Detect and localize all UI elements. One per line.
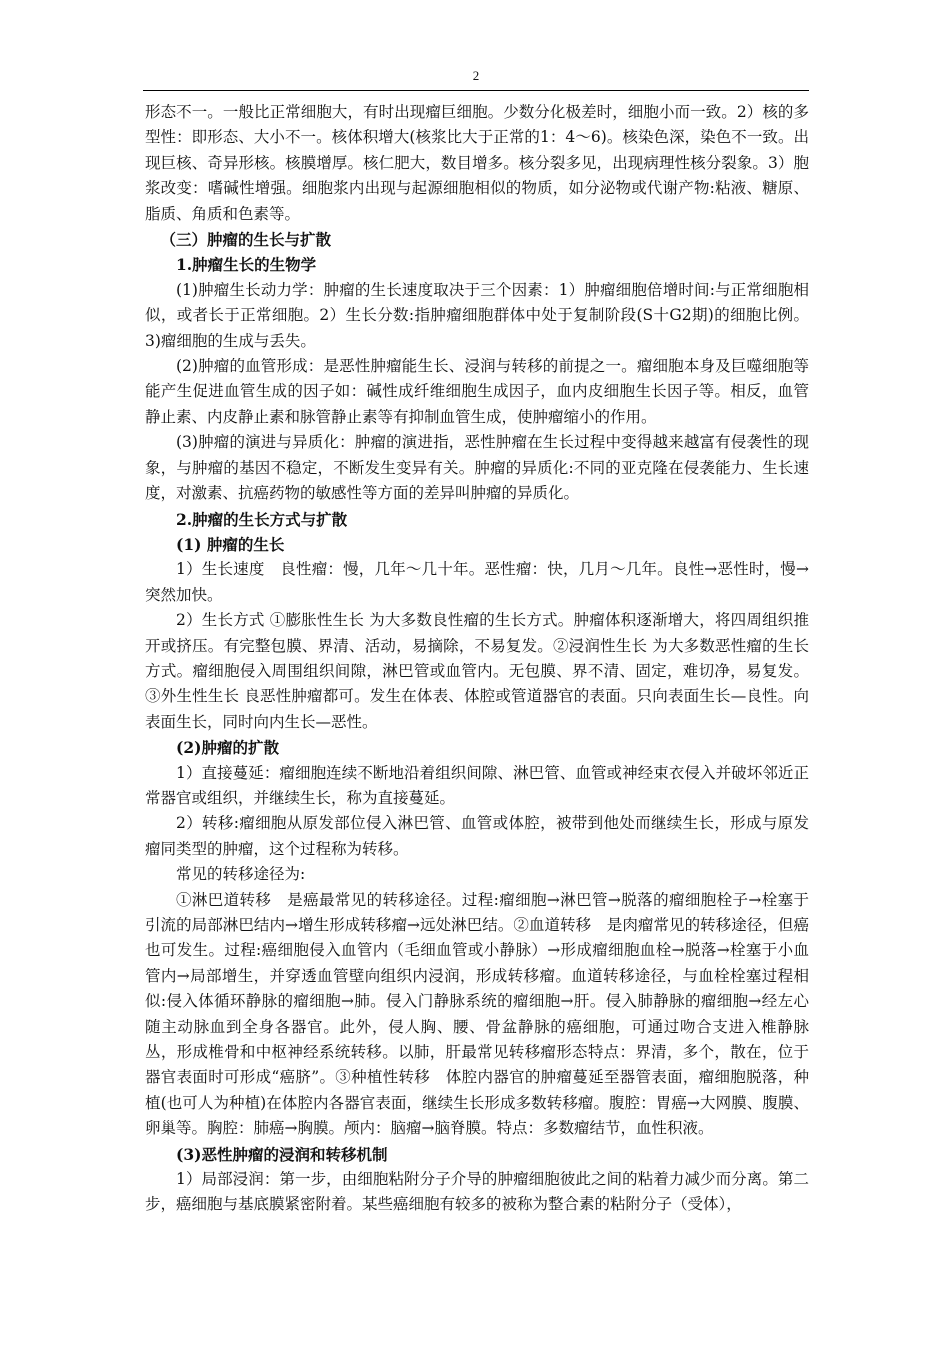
paragraph-growth-speed: 1）生长速度 良性瘤：慢，几年～几十年。恶性瘤：快，几月～几年。良性→恶性时，慢→突然加快。	[145, 560, 809, 604]
paragraph-cell-morphology: 形态不一。一般比正常细胞大，有时出现瘤巨细胞。少数分化极差时，细胞小而一致。2）核的多型性：即形态、大小不一。核体积增大(核浆比大于正常的1：4～6)。核染色深，染色不一致。出现巨核、奇异形核。核膜增厚。核仁肥大，数目增多。核分裂多见，出现病理性核分裂象。3）胞浆改变：嗜碱性增强。细胞浆内出现与起源细胞相似的物质，如分泌物或代谢产物:粘液、糖原、脂质、角质和色素等。	[145, 103, 809, 223]
paragraph-metastasis: 2）转移:瘤细胞从原发部位侵入淋巴管、血管或体腔，被带到他处而继续生长，形成与原发瘤同类型的肿瘤，这个过程称为转移。	[145, 814, 809, 858]
header-rule	[143, 90, 809, 91]
heading-tumor-spread: (2)肿瘤的扩散	[176, 738, 279, 758]
heading-invasion-mechanism: (3)恶性肿瘤的浸润和转移机制	[176, 1144, 388, 1164]
heading-growth-biology: 1.肿瘤生长的生物学	[176, 255, 317, 275]
paragraph-angiogenesis: (2)肿瘤的血管形成：是恶性肿瘤能生长、浸润与转移的前提之一。瘤细胞本身及巨噬细胞等能产生促进血管生成的因子如：碱性成纤维细胞生成因子，血内皮细胞生长因子等。相反，血管静止素、内皮静止素和脉管静止素等有抑制血管生成，使肿瘤缩小的作用。	[145, 357, 809, 426]
heading-tumor-growth: (1) 肿瘤的生长	[176, 534, 285, 554]
paragraph-growth-kinetics: (1)肿瘤生长动力学：肿瘤的生长速度取决于三个因素：1）肿瘤细胞倍增时间:与正常细胞相似，或者长于正常细胞。2）生长分数:指肿瘤细胞群体中处于复制阶段(S十G2期)的细胞比例。3)瘤细胞的生成与丢失。	[145, 280, 809, 350]
heading-growth-modes-and-spread: 2.肿瘤的生长方式与扩散	[176, 509, 348, 529]
page-number: 2	[472, 68, 480, 83]
paragraph-growth-modes: 2）生长方式 ①膨胀性生长 为大多数良性瘤的生长方式。肿瘤体积逐渐增大，将四周组织推开或挤压。有完整包膜、界清、活动，易摘除，不易复发。②浸润性生长 为大多数恶性瘤的生长方式。瘤细胞侵入周围组织间隙，淋巴管或血管内。无包膜、界不清、固定，难切净，易复发。③外生性生长 良恶性肿瘤都可。发生在体表、体腔或管道器官的表面。只向表面生长—良性。向表面生长，同时向内生长—恶性。	[145, 611, 809, 731]
document-body	[145, 100, 809, 1218]
paragraph-metastasis-routes: ①淋巴道转移 是癌最常见的转移途径。过程:瘤细胞→淋巴管→脱落的瘤细胞栓子→栓塞于引流的局部淋巴结内→增生形成转移瘤→远处淋巴结。②血道转移 是肉瘤常见的转移途径，但癌也可发生。过程:癌细胞侵入血管内（毛细血管或小静脉）→形成瘤细胞血栓→脱落→栓塞于小血管内→局部增生，并穿透血管壁向组织内浸润，形成转移瘤。血道转移途径，与血栓栓塞过程相似:侵入体循环静脉的瘤细胞→肺。侵入门静脉系统的瘤细胞→肝。侵入肺静脉的瘤细胞→经左心随主动脉血到全身各器官。此外，侵人胸、腰、骨盆静脉的癌细胞，可通过吻合支进入椎静脉丛，形成椎骨和中枢神经系统转移。以肺，肝最常见转移瘤形态特点：界清，多个，散在，位于器官表面时可形成“癌脐”。③种植性转移 体腔内器官的肿瘤蔓延至器管表面，瘤细胞脱落，种植(也可人为种植)在体腔内各器官表面，继续生长形成多数转移瘤。腹腔：胃癌→大网膜、腹膜、卵巢等。胸腔：肺癌→胸膜。颅内：脑瘤→脑脊膜。特点：多数瘤结节，血性积液。	[145, 890, 809, 1138]
paragraph-direct-extension: 1）直接蔓延：瘤细胞连续不断地沿着组织间隙、淋巴管、血管或神经束衣侵入并破坏邻近正常器官或组织，并继续生长，称为直接蔓延。	[145, 763, 809, 807]
paragraph-progression-heterogeneity: (3)肿瘤的演进与异质化：肿瘤的演进指，恶性肿瘤在生长过程中变得越来越富有侵袭性的现象，与肿瘤的基因不稳定，不断发生变异有关。肿瘤的异质化:不同的亚克隆在侵袭能力、生长速度，对激素、抗癌药物的敏感性等方面的差异叫肿瘤的异质化。	[145, 433, 809, 503]
heading-growth-and-spread: （三）肿瘤的生长与扩散	[160, 230, 332, 250]
paragraph-local-invasion: 1）局部浸润：第一步，由细胞粘附分子介导的肿瘤细胞彼此之间的粘着力减少而分离。第二步，癌细胞与基底膜紧密附着。某些癌细胞有较多的被称为整合素的粘附分子（受体），	[145, 1170, 809, 1214]
paragraph-metastasis-routes-intro: 常见的转移途径为:	[176, 865, 306, 884]
